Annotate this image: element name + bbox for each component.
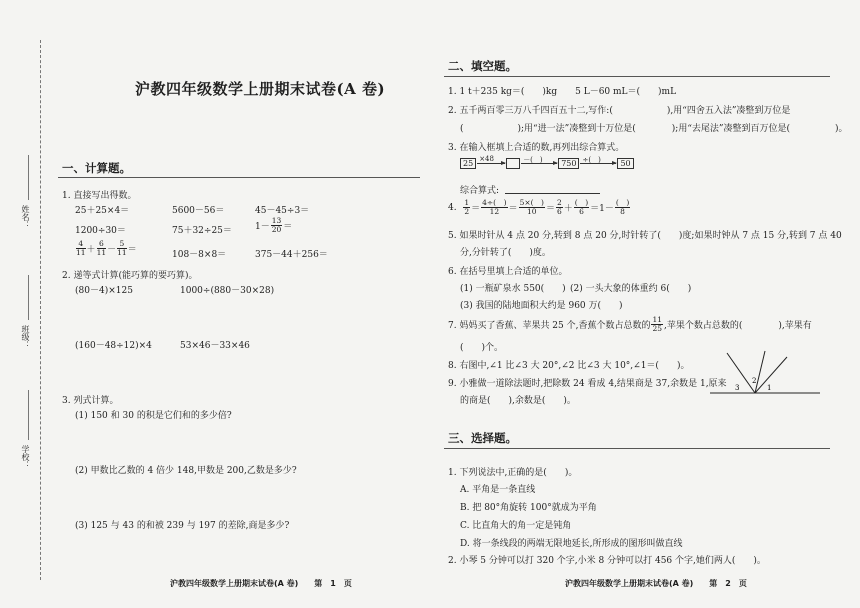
- section-2-heading: 二、填空题。: [448, 59, 517, 73]
- school-label: 学校：: [21, 445, 30, 469]
- fill-q9-line2: 的商是( ),余数是( )。: [460, 396, 576, 406]
- angle-ray: [727, 353, 755, 393]
- q2-prompt: 2. 递等式计算(能巧算的要巧算)。: [62, 271, 198, 281]
- fill-q7-line1: 7. 妈妈买了香蕉、苹果共 25 个,香蕉个数占总数的 $\frac{11}{25}$ ,苹果个数占总数的( ),苹果有: [448, 315, 812, 333]
- q1-item: 45－45÷3＝: [255, 206, 310, 216]
- fill-q9-line1: 9. 小雅做一道除法题时,把除数 24 看成 4,结果商是 37,余数是 1,原来: [448, 379, 727, 389]
- class-field-line[interactable]: [28, 275, 29, 320]
- page-footer: 沪教四年级数学上册期末试卷(A 卷) 第 2 页: [565, 579, 747, 588]
- flow-box: 50: [617, 158, 633, 169]
- section-3-heading: 三、选择题。: [448, 431, 517, 445]
- fill-q5-line2: 分,分针转了( )度。: [460, 248, 551, 258]
- angle-label-1: 1: [767, 384, 772, 392]
- fill-q2-line2: ( );用“进一法”凑整到十万位是( );用“去尾法”凑整到百万位是( )。: [460, 124, 848, 134]
- q3-prompt: 3. 列式计算。: [62, 396, 119, 406]
- binding-line: [40, 40, 41, 580]
- flow-box: 750: [558, 158, 579, 169]
- section-divider: [444, 76, 830, 77]
- choice-option-a[interactable]: A. 平角是一条直线: [460, 485, 536, 495]
- q1-item: 108－8×8＝: [172, 250, 227, 260]
- q2-item: 1000÷(880－30×28): [180, 286, 275, 296]
- q3-item: (3) 125 与 43 的和被 239 与 197 的差除,商是多少?: [75, 521, 290, 531]
- section-divider: [444, 448, 830, 449]
- fill-q5-line1: 5. 如果时针从 4 点 20 分,转到 8 点 20 分,时针转了( )度;如果时钟从 7 点 15 分,转到 7 点 40: [448, 231, 842, 241]
- angle-label-3: 3: [735, 384, 740, 392]
- q1-item-fraction: $\frac{4}{11}$ ＋ $\frac{6}{11}$ － $\frac{5}{11}$ ＝: [76, 239, 137, 257]
- fill-q2-line1: 2. 五千两百零三万八千四百五十二,写作:( ),用“四舍五入法”凑整到万位是: [448, 106, 791, 116]
- flow-box: 25: [460, 158, 476, 169]
- q3-item: (1) 150 和 30 的积是它们和的多少倍?: [75, 411, 232, 421]
- q2-item: (80－4)×125: [75, 286, 133, 296]
- school-field-line[interactable]: [28, 390, 29, 440]
- choice-q2: 2. 小琴 5 分钟可以打 320 个字,小米 8 分钟可以打 456 个字,她们两人( )。: [448, 556, 766, 566]
- choice-option-b[interactable]: B. 把 80°角旋转 100°就成为平角: [460, 503, 597, 513]
- flow-blank-box[interactable]: [506, 158, 520, 169]
- page-footer: 沪教四年级数学上册期末试卷(A 卷) 第 1 页: [170, 579, 352, 588]
- fill-q6-item: (3) 我国的陆地面积大约是 960 万( ): [460, 301, 623, 311]
- fill-q8: 8. 右图中,∠1 比∠3 大 20°,∠2 比∠3 大 10°,∠1＝( )。: [448, 361, 690, 371]
- flow-arrow: －( ): [521, 163, 557, 164]
- right-page: [430, 0, 860, 608]
- formula-answer-line[interactable]: [505, 193, 600, 194]
- q2-item: (160－48÷12)×4: [75, 341, 152, 351]
- fill-q3: 3. 在输入框填上合适的数,再列出综合算式。: [448, 143, 625, 153]
- choice-option-d[interactable]: D. 将一条线段的两端无限地延长,所形成的图形叫做直线: [460, 539, 683, 549]
- q1-item-fraction: 1－ $\frac{13}{20}$ ＝: [255, 216, 293, 234]
- fill-q4: 4. $\frac{1}{2}$ ＝ $\frac{4\div( )}{12}$ ＝ $\frac{5\times( )}{10}$ ＝ $\frac{2}{6}$ ＋ $\frac{( )}{6}$ ＝1－ $\frac{( )}{8}$: [448, 198, 630, 216]
- q3-item: (2) 甲数比乙数的 4 倍少 148,甲数是 200,乙数是多少?: [75, 466, 297, 476]
- q1-prompt: 1. 直接写出得数。: [62, 191, 137, 201]
- q2-item: 53×46－33×46: [180, 341, 250, 351]
- choice-q1: 1. 下列说法中,正确的是( )。: [448, 468, 578, 478]
- q1-item: 75＋32÷25＝: [172, 226, 232, 236]
- q1-item: 5600－56＝: [172, 206, 225, 216]
- name-field-line[interactable]: [28, 155, 29, 200]
- section-1-heading: 一、计算题。: [62, 161, 131, 175]
- fill-q6-item: (1) 一瓶矿泉水 550( ): [460, 284, 566, 294]
- fill-q7-line2: ( )个。: [460, 343, 504, 353]
- class-label: 班级：: [21, 325, 30, 349]
- choice-option-c[interactable]: C. 比直角大的角一定是钝角: [460, 521, 572, 531]
- exam-title: 沪教四年级数学上册期末试卷(A 卷): [135, 80, 386, 98]
- angle-label-2: 2: [752, 377, 757, 385]
- q1-item: 25＋25×4＝: [75, 206, 130, 216]
- flow-arrow: ×48: [477, 163, 505, 164]
- angle-diagram: [705, 345, 825, 400]
- name-label: 姓名：: [21, 205, 30, 229]
- fill-q1: 1. 1 t＋235 kg＝( )kg 5 L－60 mL＝( )mL: [448, 87, 677, 97]
- flow-arrow: ÷( ): [580, 163, 616, 164]
- section-divider: [58, 177, 420, 178]
- formula-label: 综合算式:: [460, 186, 500, 196]
- q1-item: 375－44＋256＝: [255, 250, 328, 260]
- q1-item: 1200÷30＝: [75, 226, 126, 236]
- flow-diagram: [460, 155, 634, 169]
- fill-q6-item: (2) 一头大象的体重约 6( ): [570, 284, 692, 294]
- fill-q6: 6. 在括号里填上合适的单位。: [448, 267, 568, 277]
